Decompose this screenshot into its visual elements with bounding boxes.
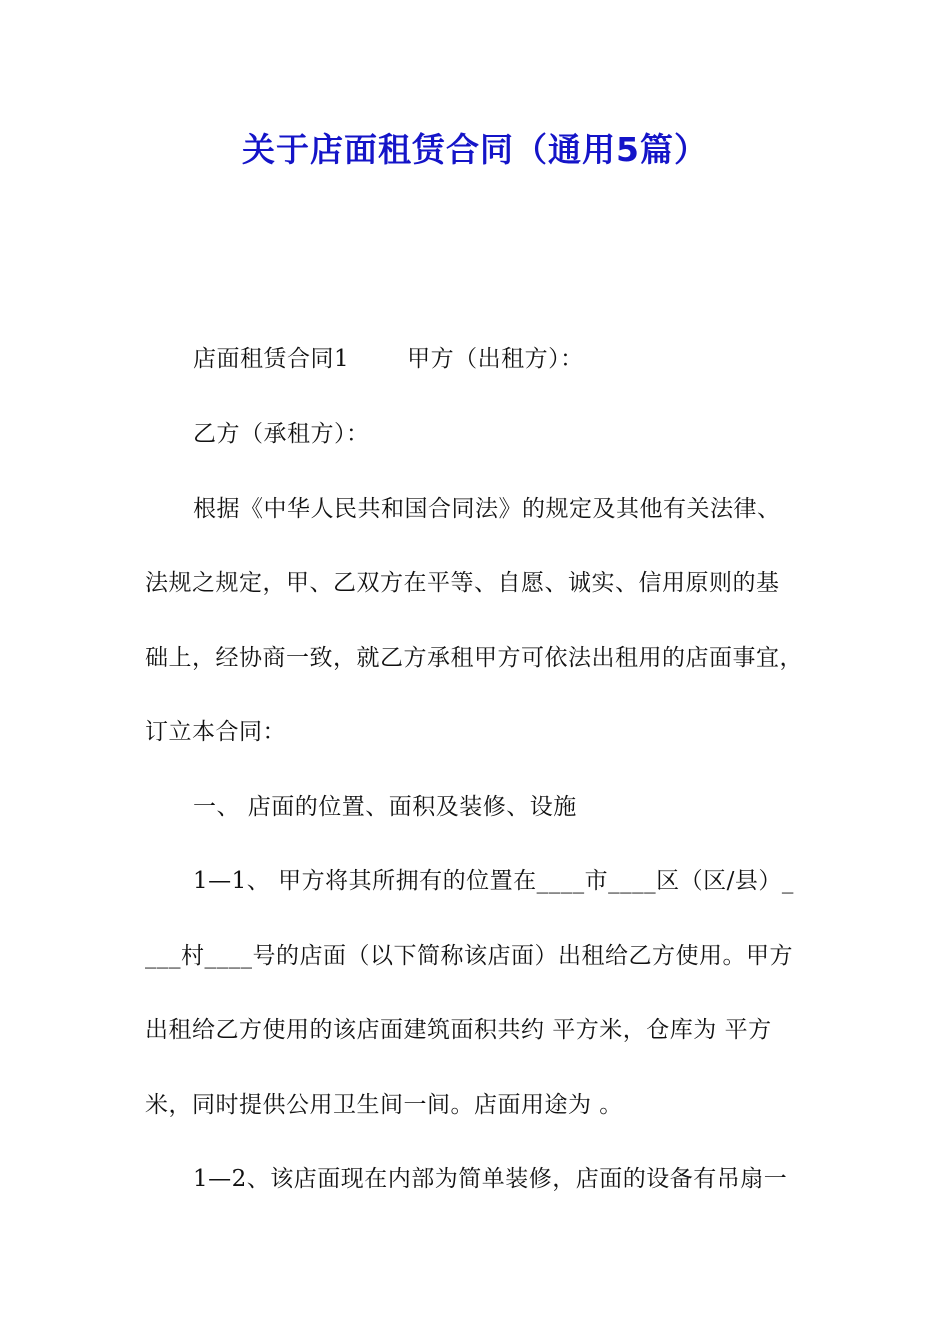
contract-number: 店面租赁合同1 bbox=[193, 346, 350, 372]
paragraph-line: 订立本合同： bbox=[145, 719, 286, 745]
paragraph-line: ___村____号的店面（以下简称该店面）出租给乙方使用。甲方 bbox=[145, 943, 793, 969]
paragraph-line: 1—1、 甲方将其所拥有的位置在____市____区（区/县）_ bbox=[193, 868, 794, 894]
party-a-label: 甲方（出租方）： bbox=[407, 346, 584, 372]
paragraph-line: 出租给乙方使用的该店面建筑面积共约 平方米，仓库为 平方 bbox=[145, 1017, 772, 1043]
section-heading: 一、 店面的位置、面积及装修、设施 bbox=[193, 794, 577, 820]
paragraph-line: 1—2、该店面现在内部为简单装修，店面的设备有吊扇一 bbox=[193, 1166, 788, 1192]
paragraph-line: 础上，经协商一致，就乙方承租甲方可依法出租用的店面事宜， bbox=[145, 645, 803, 671]
contract-heading-line bbox=[193, 343, 584, 375]
document-title: 关于店面租赁合同（通用5篇） bbox=[242, 130, 708, 169]
party-b-label: 乙方（承租方）： bbox=[193, 421, 370, 447]
paragraph-line: 法规之规定，甲、乙双方在平等、自愿、诚实、信用原则的基 bbox=[145, 570, 780, 596]
paragraph-line: 根据《中华人民共和国合同法》的规定及其他有关法律、 bbox=[193, 496, 781, 522]
paragraph-line: 米，同时提供公用卫生间一间。店面用途为 。 bbox=[145, 1092, 623, 1118]
